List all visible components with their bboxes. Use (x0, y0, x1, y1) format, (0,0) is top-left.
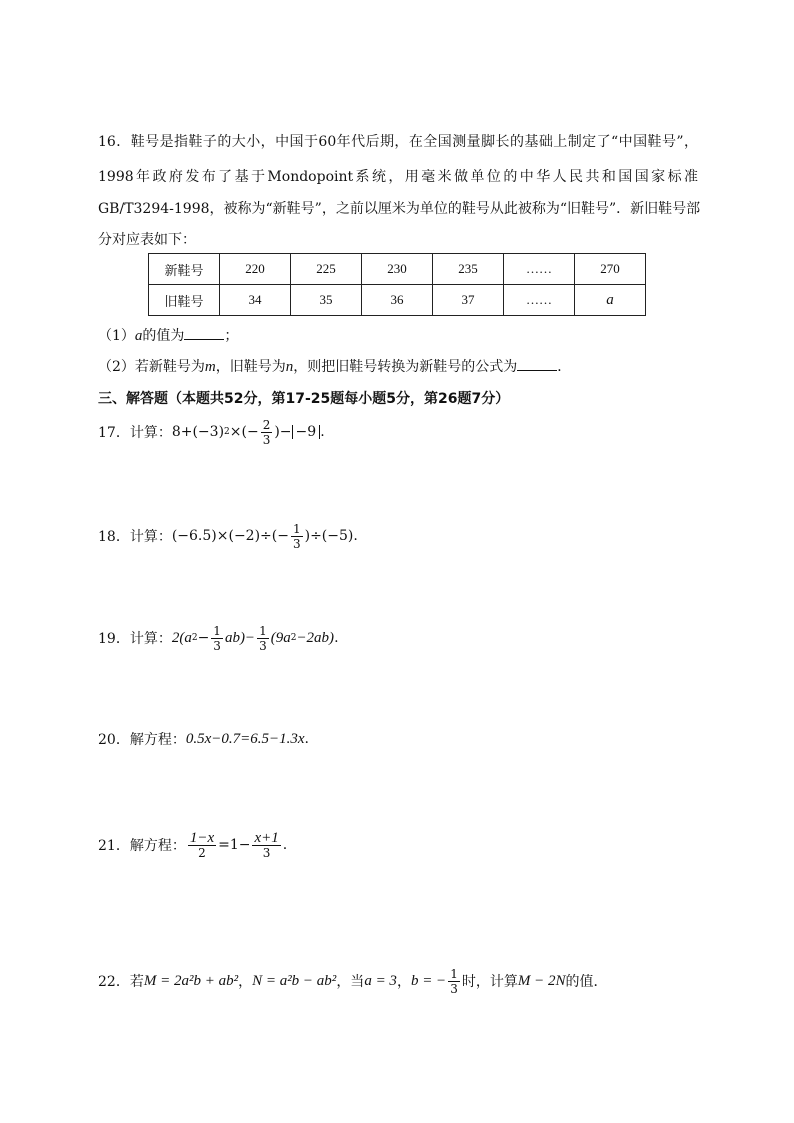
table-cell: 34 (220, 285, 291, 316)
q17-end: . (320, 424, 325, 440)
q16-subquestion-2 (98, 356, 571, 376)
fraction-numerator: x+1 (254, 829, 279, 846)
table-cell-new-label: 新鞋号 (149, 254, 220, 285)
fraction-denominator: 3 (450, 981, 458, 996)
q19-expr: ab)− (224, 629, 256, 646)
q22-label: 22．若 (98, 974, 144, 990)
q16-subquestion-1 (98, 325, 238, 345)
q18-end: . (353, 528, 358, 544)
fraction-denominator: 3 (292, 536, 301, 551)
q20-expr: 0.5x−0.7=6.5−1.3x (185, 730, 305, 747)
table-cell: …… (504, 254, 575, 285)
q18-label: 18．计算： (98, 529, 172, 545)
q17-absolute-value (292, 425, 321, 439)
fraction-denominator: 3 (262, 432, 271, 447)
table-cell: 270 (575, 254, 646, 285)
variable-m: m (204, 359, 216, 375)
sub2-end: ． (557, 359, 572, 375)
q22-tail: 时，计算 (461, 974, 518, 990)
q19-fraction-1 (211, 624, 223, 653)
sub1-end: ； (224, 328, 239, 344)
fraction-denominator: 3 (213, 638, 221, 653)
q17-label: 17．计算： (98, 425, 172, 441)
q19-expr: −2ab) (296, 629, 335, 646)
q21-label: 21．解方程： (98, 838, 186, 854)
abs-inner: −9 (295, 424, 317, 440)
table-cell: 36 (362, 285, 433, 316)
q22-fraction (448, 967, 460, 996)
table-cell: 35 (291, 285, 362, 316)
fraction-numerator: 1 (213, 623, 221, 638)
q18-expr: )÷(−5) (304, 528, 354, 544)
table-cell-old-label: 旧鞋号 (149, 285, 220, 316)
sub1-prefix: （1） (98, 328, 135, 344)
section-heading: 三、解答题（本题共52分，第17-25题每小题5分，第26题7分） (98, 391, 510, 407)
q22-target: M − 2N (517, 972, 566, 989)
q22-separator: ， (396, 974, 411, 990)
q22-separator: ，当 (336, 974, 365, 990)
q20-end: . (304, 731, 309, 747)
table-cell: 225 (291, 254, 362, 285)
q22-m-expr: M = 2a²b + ab² (143, 972, 239, 989)
table-cell: 220 (220, 254, 291, 285)
fraction-numerator: 1−x (189, 829, 215, 846)
q18-expr: (−6.5)×(−2)÷(− (171, 528, 289, 544)
q21-end: . (282, 837, 288, 853)
sub2-mid: ，旧鞋号为 (215, 359, 286, 375)
fraction-denominator: 3 (259, 638, 267, 653)
q22 (98, 962, 607, 1000)
table-cell: …… (504, 285, 575, 316)
q19-expr: (9a (270, 629, 291, 646)
q21-fraction-1 (188, 831, 216, 860)
q19-expr: − (197, 630, 210, 646)
q22-a-value: a = 3 (364, 972, 397, 989)
q20-label: 20．解方程： (98, 732, 186, 748)
q17 (98, 414, 325, 450)
q16-line-4: 分对应表如下： (98, 232, 196, 248)
q17-expr: )− (274, 424, 292, 440)
q22-end: 的值． (565, 974, 608, 990)
table-cell: 230 (362, 254, 433, 285)
sub2-text: （2）若新鞋号为 (98, 359, 205, 375)
q19-fraction-2 (257, 624, 269, 653)
fraction-denominator: 3 (262, 845, 271, 860)
fraction-numerator: 1 (292, 521, 301, 536)
q17-fraction (261, 418, 273, 447)
table-row-old (149, 285, 646, 316)
q21-fraction-2 (252, 831, 280, 860)
answer-blank[interactable] (517, 358, 557, 371)
table-cell: 235 (433, 254, 504, 285)
sub1-text: 的值为 (142, 328, 185, 344)
q19-label: 19．计算： (98, 631, 172, 647)
q19-exponent: 2 (290, 633, 297, 643)
q16-line-1: 16．鞋号是指鞋子的大小，中国于60年代后期，在全国测量脚长的基础上制定了“中国鞋号”， (98, 134, 698, 150)
q18-fraction (291, 522, 303, 551)
table-cell: 37 (433, 285, 504, 316)
q16-line-3: GB/T3294-1998，被称为“新鞋号”，之前以厘米为单位的鞋号从此被称为“旧鞋号”．新旧鞋号部 (98, 201, 701, 217)
q17-exponent: 2 (224, 427, 230, 437)
q19-exponent: 2 (191, 633, 198, 643)
variable-n: n (285, 359, 294, 375)
answer-blank[interactable] (184, 327, 224, 340)
table-cell: a (575, 285, 646, 316)
q21-expr: =1− (218, 837, 251, 853)
fraction-denominator: 2 (198, 845, 206, 860)
q20 (98, 728, 309, 750)
q17-expr: 8+(−3) (171, 424, 225, 440)
q22-b-value: b = − (410, 972, 447, 989)
table-row-new (149, 254, 646, 285)
shoe-size-table (148, 253, 646, 316)
q21 (98, 826, 287, 864)
variable-a: a (134, 328, 143, 344)
fraction-numerator: 1 (259, 623, 267, 638)
q18 (98, 518, 358, 554)
sub2-rest: ，则把旧鞋号转换为新鞋号的公式为 (293, 359, 518, 375)
q19-end: . (334, 630, 339, 646)
fraction-numerator: 1 (450, 966, 458, 981)
fraction-numerator: 2 (262, 417, 271, 432)
q19 (98, 620, 339, 656)
q22-n-expr: N = a²b − ab² (252, 972, 337, 989)
q17-expr: ×(− (229, 424, 259, 440)
q22-separator: ， (238, 974, 253, 990)
q19-expr: 2(a (171, 629, 192, 646)
q16-line-2: 1998年政府发布了基于Mondopoint系统，用毫米做单位的中华人民共和国国家标准 (98, 169, 698, 185)
